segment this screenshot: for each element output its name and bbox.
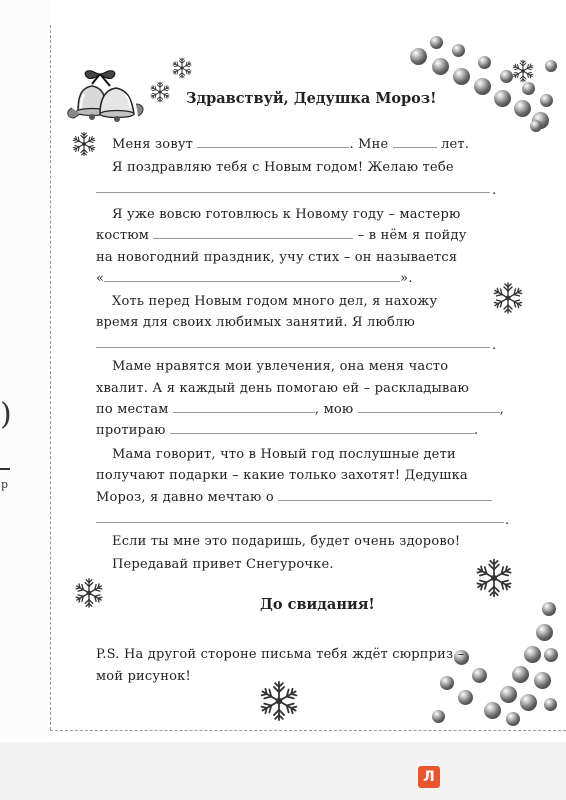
- letter-line: [96, 227, 467, 244]
- ps-line: P.S. На другой стороне письма тебя ждёт сюрприз –: [96, 647, 465, 662]
- text: «: [96, 271, 105, 286]
- line-end: .: [492, 183, 497, 198]
- dream-blank[interactable]: [278, 489, 492, 501]
- text: ».: [400, 271, 413, 286]
- hobby-blank[interactable]: [96, 347, 490, 348]
- wipe-blank[interactable]: [170, 422, 474, 434]
- text: Меня зовут: [112, 137, 194, 152]
- goodbye-heading: До свидания!: [260, 596, 375, 613]
- dream-blank-2[interactable]: [96, 522, 504, 523]
- text: ,: [499, 402, 505, 417]
- text: .: [474, 423, 479, 438]
- text: . Мне: [349, 137, 389, 152]
- letter-line: [96, 422, 478, 439]
- letter-line: время для своих любимых занятий. Я люблю: [96, 315, 416, 330]
- letter-line: Я уже вовсю готовлюсь к Новому году – мастерю: [112, 207, 461, 222]
- ps-line: мой рисунок!: [96, 669, 191, 684]
- text: по местам: [96, 402, 169, 417]
- line-end: .: [492, 338, 497, 353]
- text: Мороз, я давно мечтаю о: [96, 490, 274, 505]
- publisher-logo-icon: Л: [418, 766, 440, 788]
- letter-line: Мама говорит, что в Новый год послушные дети: [112, 447, 456, 462]
- margin-small-text: p: [1, 478, 9, 491]
- letter-line: на новогодний праздник, учу стих – он называется: [96, 250, 458, 265]
- name-blank[interactable]: [197, 136, 349, 148]
- wash-blank[interactable]: [358, 401, 500, 413]
- letter-title: Здравствуй, Дедушка Мороз!: [186, 90, 437, 107]
- letter-line: Передавай привет Снегурочке.: [112, 557, 334, 572]
- text: , мою: [314, 402, 354, 417]
- letter-line: Хоть перед Новым годом много дел, я нахожу: [112, 294, 438, 309]
- letter-line: Если ты мне это подаришь, будет очень здорово!: [112, 534, 461, 549]
- line-end: .: [505, 513, 510, 528]
- text: – в нём я пойду: [357, 228, 467, 243]
- tidy-blank[interactable]: [173, 401, 315, 413]
- text: протираю: [96, 423, 166, 438]
- text: лет.: [441, 137, 470, 152]
- letter-line: [96, 489, 492, 506]
- wish-blank[interactable]: [96, 192, 490, 193]
- text: костюм: [96, 228, 150, 243]
- margin-glyph: ): [0, 397, 12, 432]
- letter-line: хвалит. А я каждый день помогаю ей – раскладываю: [96, 381, 470, 396]
- letter-line: [112, 136, 469, 153]
- letter-line: [96, 270, 413, 287]
- age-blank[interactable]: [393, 136, 437, 148]
- poem-blank[interactable]: [104, 270, 400, 282]
- letter-line: [96, 401, 504, 418]
- costume-blank[interactable]: [153, 227, 353, 239]
- letter-line: Я поздравляю тебя с Новым годом! Желаю тебе: [112, 160, 454, 175]
- letter-line: получают подарки – какие только захотят! Дедушка: [96, 468, 468, 483]
- letter-line: Маме нравятся мои увлечения, она меня часто: [112, 359, 449, 374]
